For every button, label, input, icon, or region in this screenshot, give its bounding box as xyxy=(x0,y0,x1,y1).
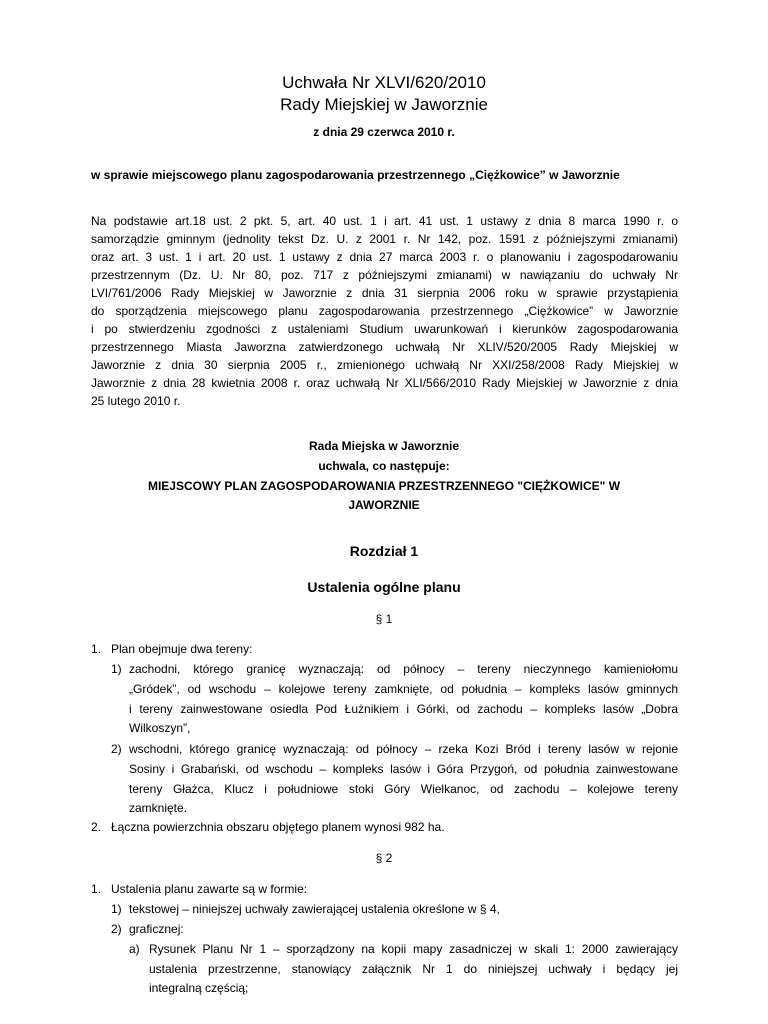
sub-item-number: 2) xyxy=(111,922,122,936)
sub-item-line: tekstowej – niniejszej uchwały zawierającej ustalenia określone w § 4, xyxy=(129,902,500,916)
resolution-subject: w sprawie miejscowego planu zagospodarowania przestrzennego „Ciężkowice” w Jaworznie xyxy=(91,168,620,182)
preamble-line: oraz art. 3 ust. 1 i art. 20 ust. 1 ustawy z dnia 27 marca 2003 r. o planowaniu i zagospodarowaniu xyxy=(91,250,678,264)
preamble xyxy=(91,212,678,410)
sub-item-number: 1) xyxy=(111,662,122,676)
sub-item-line: zachodni, którego granicę wyznaczają: od północy – tereny nieczynnego kamieniołomu xyxy=(129,662,678,676)
sub-sub-item-line: Rysunek Planu Nr 1 – sporządzony na kopii mapy zasadniczej w skali 1: 2000 zawierający xyxy=(149,942,678,956)
plan-title-line1: MIEJSCOWY PLAN ZAGOSPODAROWANIA PRZESTRZENNEGO "CIĘŻKOWICE" W xyxy=(147,479,621,493)
preamble-line: samorządzie gminnym (jednolity tekst Dz. U. z 2001 r. Nr 142, poz. 1591 z późniejszymi zmianami) xyxy=(91,232,678,246)
sub-item-line: wschodni, którego granicę wyznaczają: od północy – rzeka Kozi Bród i tereny lasów w rejonie xyxy=(129,742,678,756)
sub-item-line: zamknięte. xyxy=(129,801,188,815)
preamble-line: przestrzennym (Dz. U. Nr 80, poz. 717 z późniejszymi zmianami) w nawiązaniu do uchwały Nr xyxy=(91,268,678,282)
preamble-line: przestrzennego Miasta Jaworzna zatwierdzonego uchwałą Nr XLIV/520/2005 Rady Miejskiej w xyxy=(91,340,678,354)
council-heading: Rada Miejska w Jaworznie xyxy=(308,439,460,453)
plan-title-line2: JAWORZNIE xyxy=(348,498,420,512)
sub-sub-item-line: ustalenia przestrzenne, stanowiący załącznik Nr 1 do niniejszej uchwały i będący jej xyxy=(149,962,678,976)
list-text: Łączna powierzchnia obszaru objętego planem wynosi 982 ha. xyxy=(111,820,445,834)
resolution-date: z dnia 29 czerwca 2010 r. xyxy=(313,125,455,139)
sub-item-line: i tereny zainwestowane osiedla Pod Łużnikiem i Górki, od zachodu – kompleks lasów „Dobra xyxy=(129,702,678,716)
list-number: 1. xyxy=(91,882,102,896)
preamble-line: Jaworznie z dnia 30 sierpnia 2005 r., zmienionego uchwałą Nr XXI/258/2008 Rady Miejskiej w xyxy=(91,358,678,372)
council-name: Rady Miejskiej w Jaworznie xyxy=(280,95,488,114)
sub-sub-item-number: a) xyxy=(129,942,140,956)
list-text: Ustalenia planu zawarte są w formie: xyxy=(111,882,308,896)
sub-item-number: 1) xyxy=(111,902,122,916)
preamble-line: 25 lutego 2010 r. xyxy=(91,394,181,408)
sub-item-line: Wilkoszyn”, xyxy=(129,721,191,735)
preamble-line: LVI/761/2006 Rady Miejskiej w Jaworznie z dnia 31 sierpnia 2006 roku w sprawie przystąpienia xyxy=(91,286,678,300)
list-number: 1. xyxy=(91,642,102,656)
list-number: 2. xyxy=(91,820,102,834)
resolution-number: Uchwała Nr XLVI/620/2010 xyxy=(282,73,486,92)
preamble-line: i po stwierdzeniu zgodności z ustaleniami Studium uwarunkowań i kierunków zagospodarowania xyxy=(91,322,678,336)
chapter-label: Rozdział 1 xyxy=(349,543,419,559)
sub-item-line: „Gródek”, od wschodu – kolejowe tereny zamknięte, od południa – kompleks lasów gminnych xyxy=(129,682,678,696)
preamble-line: do sporządzenia miejscowego planu zagospodarowania przestrzennego „Ciężkowice” w Jaworznie xyxy=(91,304,678,318)
sub-item-number: 2) xyxy=(111,742,122,756)
sub-item-line: tereny Głażca, Klucz i południowe stoki Góry Wielkanoc, od zachodu – kolejowe tereny xyxy=(129,782,678,796)
chapter-title: Ustalenia ogólne planu xyxy=(307,579,461,595)
sub-item-line: graficznej: xyxy=(129,922,184,936)
sub-item-line: Sosiny i Grabański, od wschodu – kompleks lasów i Góra Przygoń, od południa zainwestowane xyxy=(129,762,678,776)
sub-sub-item-line: integralną częścią; xyxy=(149,981,249,995)
section-sign-2: § 2 xyxy=(375,851,393,865)
preamble-line: Jaworznie z dnia 28 kwietnia 2008 r. oraz uchwałą Nr XLI/566/2010 Rady Miejskiej w Jaworznie z dnia xyxy=(91,376,678,390)
preamble-line: Na podstawie art.18 ust. 2 pkt. 5, art. 40 ust. 1 i art. 41 ust. 1 ustawy z dnia 8 marca 1990 r. o xyxy=(91,214,678,228)
list-text: Plan obejmuje dwa tereny: xyxy=(111,642,253,656)
section-sign-1: § 1 xyxy=(375,612,393,626)
resolves-heading: uchwala, co następuje: xyxy=(318,459,450,473)
